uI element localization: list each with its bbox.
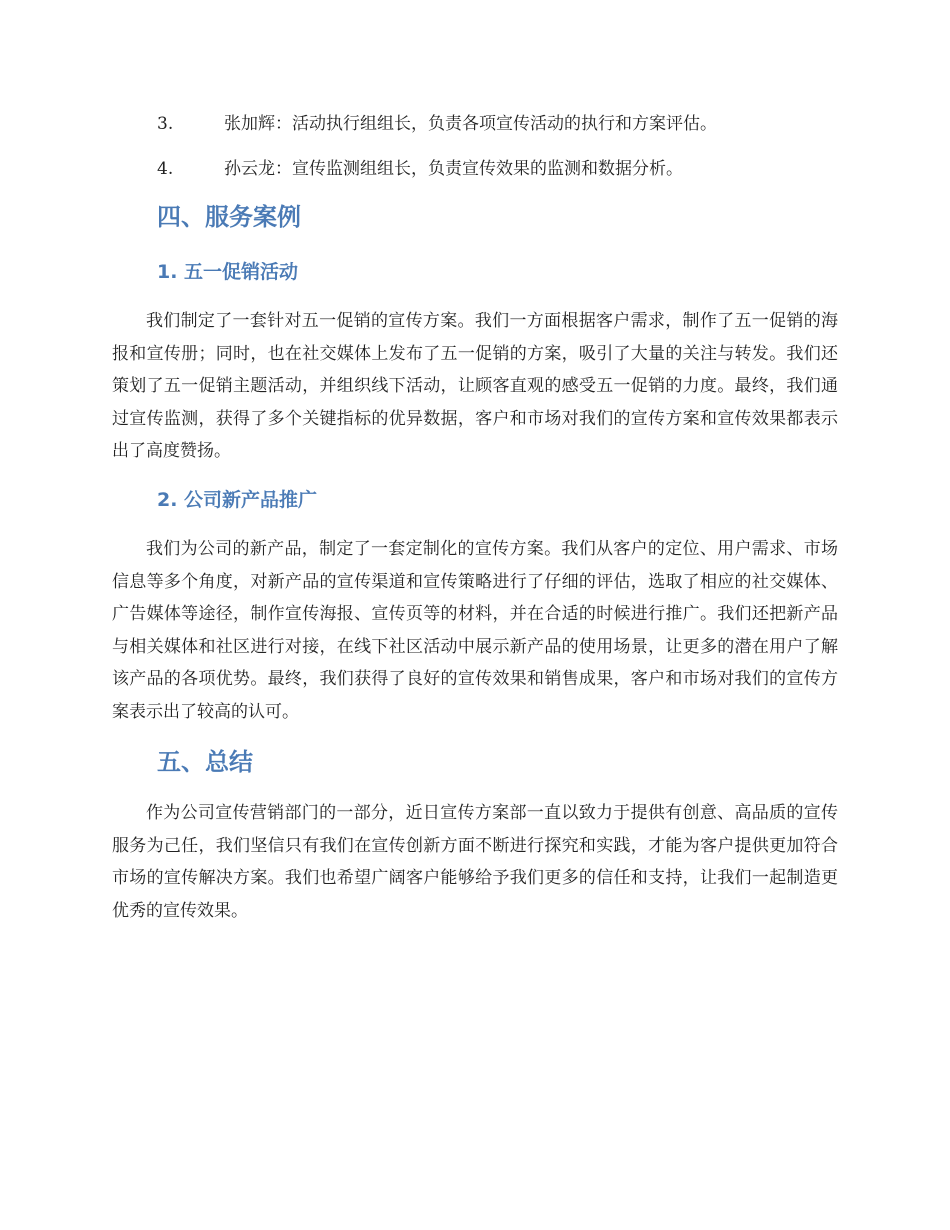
section-heading-service-cases: 四、服务案例 [157,203,301,231]
list-item-text: 孙云龙：宣传监测组组长，负责宣传效果的监测和数据分析。 [224,159,683,179]
subheading-may-day-promotion: 1. 五一促销活动 [157,261,299,283]
list-item-number: 4. [157,159,174,179]
section-heading-summary: 五、总结 [157,748,253,776]
paragraph-new-product-promotion: 我们为公司的新产品，制定了一套定制化的宣传方案。我们从客户的定位、用户需求、市场信息等多个角度，对新产品的宣传渠道和宣传策略进行了仔细的评估，选取了相应的社交媒体、广告媒体等途径，制作宣传海报、宣传页等的材料，并在合适的时候进行推广。我们还把新产品与相关媒体和社区进行对接，在线下社区活动中展示新产品的使用场景，让更多的潜在用户了解该产品的各项优势。最终，我们获得了良好的宣传效果和销售成果，客户和市场对我们的宣传方案表示出了较高的认可。 [112,539,838,722]
paragraph-may-day-promotion: 我们制定了一套针对五一促销的宣传方案。我们一方面根据客户需求，制作了五一促销的海报和宣传册；同时，也在社交媒体上发布了五一促销的方案，吸引了大量的关注与转发。我们还策划了五一促销主题活动，并组织线下活动，让顾客直观的感受五一促销的力度。最终，我们通过宣传监测，获得了多个关键指标的优异数据，客户和市场对我们的宣传方案和宣传效果都表示出了高度赞扬。 [112,311,838,461]
list-item-number: 3. [157,114,174,134]
paragraph-summary: 作为公司宣传营销部门的一部分，近日宣传方案部一直以致力于提供有创意、高品质的宣传服务为己任，我们坚信只有我们在宣传创新方面不断进行探究和实践，才能为客户提供更加符合市场的宣传解决方案。我们也希望广阔客户能够给予我们更多的信任和支持，让我们一起制造更优秀的宣传效果。 [112,803,838,921]
subheading-new-product-promotion: 2. 公司新产品推广 [157,489,318,511]
list-item-text: 张加辉：活动执行组组长，负责各项宣传活动的执行和方案评估。 [224,114,717,134]
